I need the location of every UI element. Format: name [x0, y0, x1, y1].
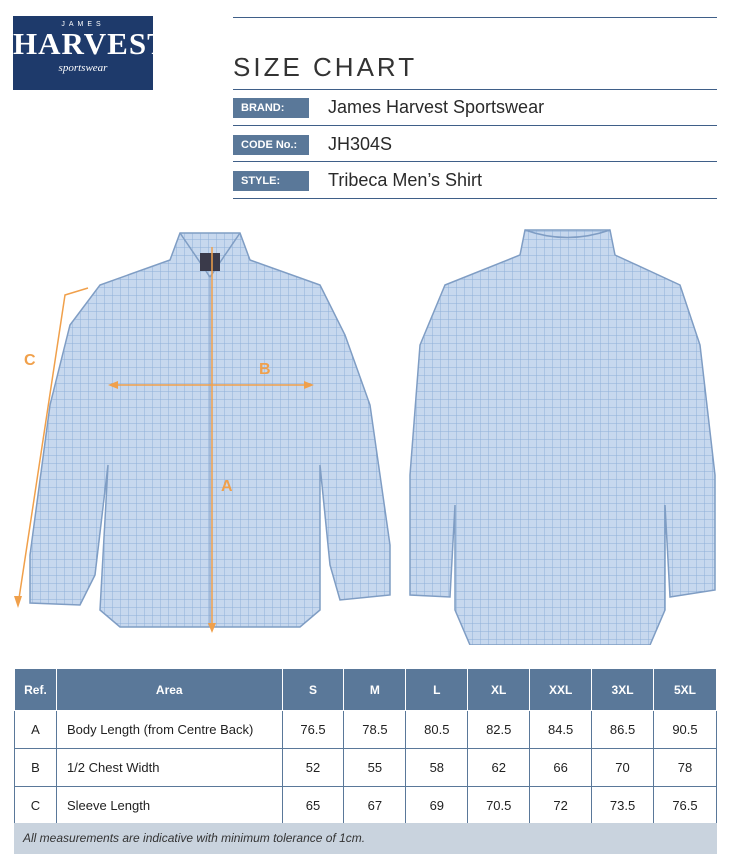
shirt-diagram-svg: [0, 215, 731, 645]
header-divider: [233, 198, 717, 199]
row-value: 52: [282, 749, 344, 787]
style-value: Tribeca Men’s Shirt: [328, 170, 483, 190]
header-divider: [233, 161, 717, 162]
style-label: STYLE:: [233, 171, 309, 191]
code-label: CODE No.:: [233, 135, 309, 155]
shirt-diagram: [0, 215, 731, 645]
brand-value: James Harvest Sportswear: [328, 97, 545, 117]
table-header-row: [15, 669, 717, 711]
row-value: 90.5: [653, 711, 716, 749]
label-b: B: [259, 361, 271, 378]
row-value: 73.5: [592, 787, 654, 825]
header-divider: [233, 89, 717, 90]
label-c: C: [24, 352, 36, 369]
header-size: XXL: [530, 669, 592, 711]
table-row: [15, 749, 717, 787]
label-a: A: [221, 478, 233, 495]
row-area: Body Length (from Centre Back): [56, 711, 282, 749]
row-value: 70: [592, 749, 654, 787]
front-shirt-image: [30, 233, 390, 627]
row-value: 62: [468, 749, 530, 787]
row-value: 58: [406, 749, 468, 787]
row-value: 86.5: [592, 711, 654, 749]
size-table: [14, 668, 717, 825]
row-value: 72: [530, 787, 592, 825]
header-size: 3XL: [592, 669, 654, 711]
row-area: Sleeve Length: [56, 787, 282, 825]
row-area: 1/2 Chest Width: [56, 749, 282, 787]
row-value: 76.5: [653, 787, 716, 825]
page-title: SIZE CHART: [233, 52, 418, 82]
brand-logo: [13, 16, 169, 90]
header-size: 5XL: [653, 669, 716, 711]
header-size: L: [406, 669, 468, 711]
row-value: 76.5: [282, 711, 344, 749]
back-shirt-image: [410, 230, 715, 645]
header-size: M: [344, 669, 406, 711]
row-ref: A: [15, 711, 57, 749]
tolerance-note: All measurements are indicative with minimum tolerance of 1cm.: [14, 823, 717, 854]
row-value: 82.5: [468, 711, 530, 749]
header-divider: [233, 125, 717, 126]
row-value: 70.5: [468, 787, 530, 825]
header-area: Area: [56, 669, 282, 711]
row-value: 80.5: [406, 711, 468, 749]
row-value: 78: [653, 749, 716, 787]
row-value: 55: [344, 749, 406, 787]
header-divider: [233, 17, 717, 18]
logo-small-text: JAMES: [61, 21, 105, 28]
table-row: [15, 711, 717, 749]
row-ref: B: [15, 749, 57, 787]
brand-label: BRAND:: [233, 98, 309, 118]
row-value: 69: [406, 787, 468, 825]
row-value: 78.5: [344, 711, 406, 749]
header-size: S: [282, 669, 344, 711]
row-value: 65: [282, 787, 344, 825]
header-size: XL: [468, 669, 530, 711]
logo-big-text: HARVEST: [13, 26, 169, 61]
header-ref: Ref.: [15, 669, 57, 711]
table-row: [15, 787, 717, 825]
row-value: 67: [344, 787, 406, 825]
logo-sub-text: sportswear: [58, 62, 108, 74]
row-value: 84.5: [530, 711, 592, 749]
code-value: JH304S: [328, 134, 393, 154]
row-ref: C: [15, 787, 57, 825]
row-value: 66: [530, 749, 592, 787]
